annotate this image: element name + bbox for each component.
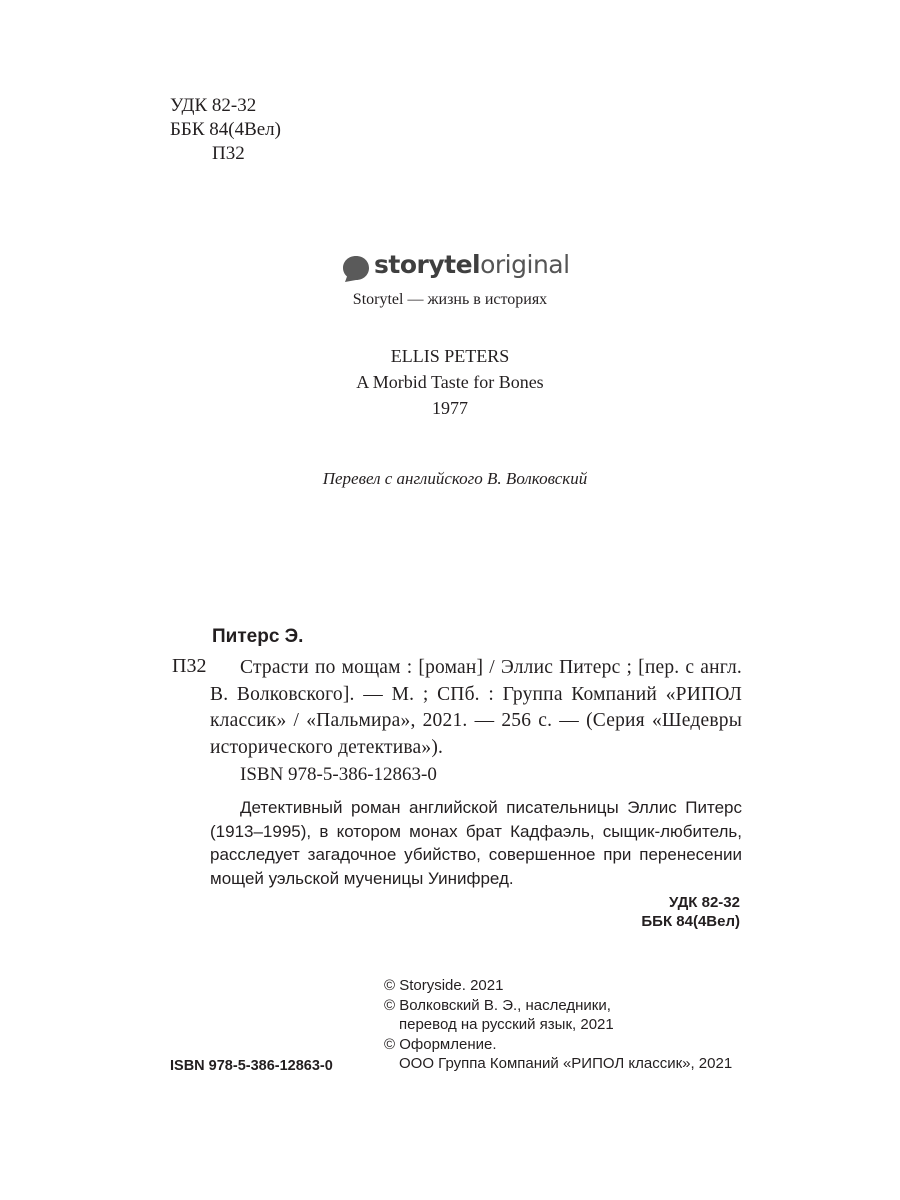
card-isbn: ISBN 978-5-386-12863-0 bbox=[240, 764, 437, 785]
copyright-block bbox=[384, 976, 732, 1074]
translator-credit: Перевел с английского В. Волковский bbox=[322, 469, 588, 488]
logo-suffix: original bbox=[480, 250, 570, 279]
card-author: Питерс Э. bbox=[212, 626, 304, 647]
isbn-bottom: ISBN 978-5-386-12863-0 bbox=[170, 1058, 333, 1074]
bbk-code: ББК 84(4Вел) bbox=[170, 119, 281, 140]
author-mark: П32 bbox=[212, 143, 245, 164]
logo-wordmark bbox=[374, 250, 570, 279]
copyright-line: © Оформление. bbox=[384, 1035, 497, 1053]
original-edition bbox=[0, 343, 900, 421]
card-code: П32 bbox=[172, 655, 207, 677]
slogan: Storytel — жизнь в историях bbox=[352, 291, 548, 308]
original-year: 1977 bbox=[432, 398, 468, 418]
classification-block bbox=[170, 94, 281, 166]
storytel-logo bbox=[340, 252, 580, 292]
copyright-line: © Волковский В. Э., наследники, bbox=[384, 996, 611, 1014]
card-classification bbox=[600, 893, 740, 931]
card-bbk: ББК 84(4Вел) bbox=[641, 913, 740, 930]
card-abstract: Детективный роман английской писательницы Эллис Питерс (1913–1995), в котором монах брат Кадфаэль, сыщик-любитель, расследует загадочное убийство, совершенное при перенесении мощей уэльской мученицы Уинифред. bbox=[210, 798, 742, 888]
copyright-line: © Storyside. 2021 bbox=[384, 977, 504, 994]
udk-code: УДК 82-32 bbox=[170, 95, 257, 116]
card-description: Страсти по мощам : [роман] / Эллис Питерс ; [пер. с англ. В. Волковского]. — М. ; СПб. : Группа Компаний «РИПОЛ классик» / «Пальмира», 2021. — 256 с. — (Серия «Шедевры исторического детектива»). bbox=[210, 657, 742, 758]
speech-bubble-icon bbox=[342, 255, 370, 283]
original-author: ELLIS PETERS bbox=[390, 346, 510, 366]
copyright-line: ООО Группа Компаний «РИПОЛ классик», 2021 bbox=[399, 1055, 733, 1072]
logo-brand: storytel bbox=[374, 250, 481, 279]
copyright-line: перевод на русский язык, 2021 bbox=[399, 1016, 614, 1033]
card-udk: УДК 82-32 bbox=[669, 894, 740, 911]
original-title: A Morbid Taste for Bones bbox=[356, 372, 544, 392]
